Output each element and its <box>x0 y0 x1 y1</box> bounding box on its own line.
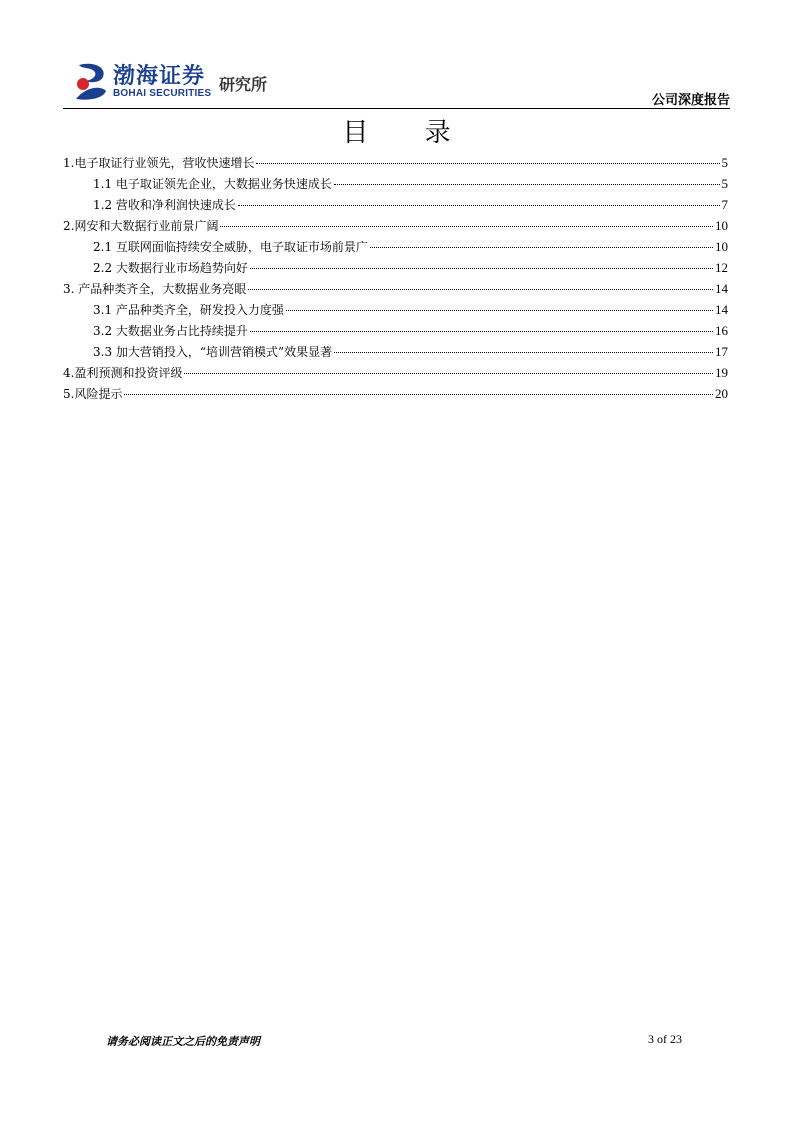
toc-leader <box>220 226 713 227</box>
toc-entry[interactable] <box>63 236 728 257</box>
toc-entry-page: 5 <box>721 155 728 170</box>
disclaimer-note: 请务必阅读正文之后的免责声明 <box>106 1035 260 1048</box>
toc-entry[interactable] <box>63 383 728 404</box>
toc-entry-label: 2.2 大数据行业市场趋势向好 <box>93 261 248 275</box>
toc-entry-page: 19 <box>715 365 728 380</box>
institute-label: 研究所 <box>219 75 268 94</box>
toc-entry-page: 10 <box>715 239 728 254</box>
toc-entry-label: 3.2 大数据业务占比持续提升 <box>93 324 248 338</box>
toc-leader <box>248 289 713 290</box>
toc-entry-label: 1.2 营收和净利润快速成长 <box>93 198 236 212</box>
toc-leader <box>334 184 720 185</box>
toc-entry-label: 4.盈利预测和投资评级 <box>63 366 183 380</box>
brand-name-en: BOHAI SECURITIES <box>113 88 212 99</box>
toc-leader <box>286 310 713 311</box>
toc-entry-page: 14 <box>715 302 728 317</box>
toc-entry[interactable] <box>63 194 728 215</box>
toc-entry-page: 12 <box>715 260 728 275</box>
toc-entry-page: 5 <box>721 176 728 191</box>
toc-entry-page: 7 <box>721 197 728 212</box>
report-type: 公司深度报告 <box>651 93 730 108</box>
page-number: 3 of 23 <box>648 1032 682 1046</box>
toc-entry[interactable] <box>63 173 728 194</box>
toc-title: 目 录 <box>342 118 475 148</box>
toc-entry-page: 16 <box>715 323 728 338</box>
toc-entry-label: 3.3 加大营销投入，“培训营销模式”效果显著 <box>93 345 333 359</box>
toc-entry-page: 17 <box>715 344 728 359</box>
brand-name-cn: 渤海证券 <box>113 64 206 89</box>
toc-entry[interactable] <box>63 341 728 362</box>
header-divider <box>63 108 730 109</box>
toc-entry[interactable] <box>63 320 728 341</box>
toc-entry[interactable] <box>63 152 728 173</box>
toc-entry[interactable] <box>63 215 728 236</box>
toc-entry-label: 3. 产品种类齐全，大数据业务亮眼 <box>63 282 247 296</box>
toc-entry-label: 2.网安和大数据行业前景广阔 <box>63 219 219 233</box>
toc-leader <box>250 268 713 269</box>
table-of-contents <box>63 152 728 404</box>
toc-entry-label: 1.1 电子取证领先企业，大数据业务快速成长 <box>93 177 332 191</box>
toc-leader <box>250 331 713 332</box>
toc-leader <box>370 247 713 248</box>
toc-leader <box>124 394 713 395</box>
page-header <box>63 55 730 110</box>
toc-entry-label: 5.风险提示 <box>63 387 123 401</box>
toc-entry-label: 3.1 产品种类齐全，研发投入力度强 <box>93 303 284 317</box>
toc-entry-page: 20 <box>715 386 728 401</box>
toc-entry-page: 10 <box>715 218 728 233</box>
toc-entry-label: 1.电子取证行业领先，营收快速增长 <box>63 156 255 170</box>
toc-entry[interactable] <box>63 278 728 299</box>
toc-leader <box>334 352 713 353</box>
toc-leader <box>238 205 720 206</box>
toc-entry-page: 14 <box>715 281 728 296</box>
toc-entry[interactable] <box>63 299 728 320</box>
toc-entry[interactable] <box>63 257 728 278</box>
bohai-logo-icon <box>73 61 109 101</box>
toc-leader <box>256 163 719 164</box>
toc-leader <box>184 373 713 374</box>
toc-entry[interactable] <box>63 362 728 383</box>
toc-entry-label: 2.1 互联网面临持续安全威胁，电子取证市场前景广 <box>93 240 368 254</box>
